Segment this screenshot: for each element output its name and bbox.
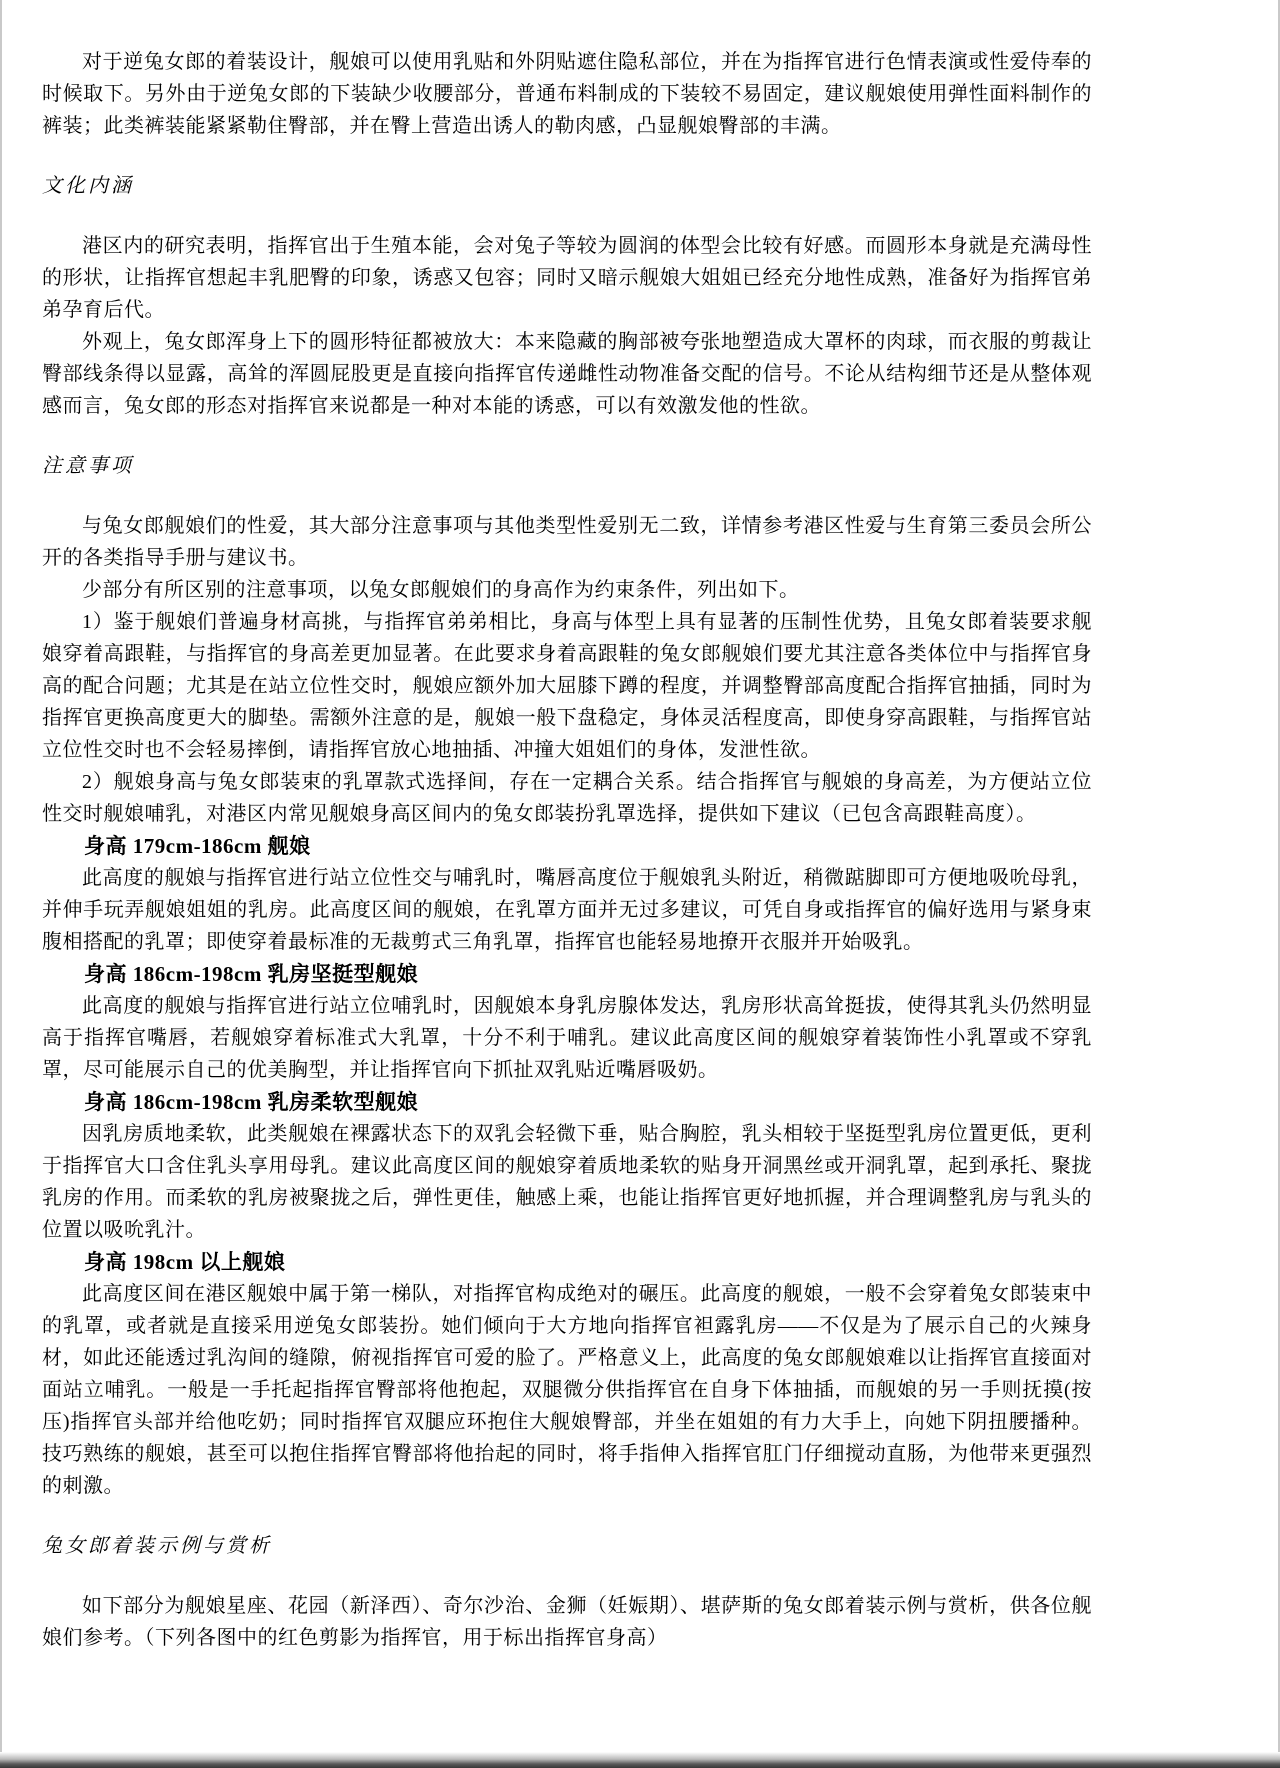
page-edge-left — [0, 0, 2, 1768]
paragraph-precautions-height-intro: 少部分有所区别的注意事项，以兔女郎舰娘们的身高作为约束条件，列出如下。 — [82, 579, 800, 601]
paragraph-height-179-186-detail: 此高度的舰娘与指挥官进行站立位性交与哺乳时，嘴唇高度位于舰娘乳头附近，稍微踮脚即可方便地吸吮母乳，并伸手玩弄舰娘姐姐的乳房。此高度区间的舰娘，在乳罩方面并无过多建议，可凭自身或指挥官的偏好选用与紧身束腹相搭配的乳罩；即使穿着最标准的无裁剪式三角乳罩，指挥官也能轻易地撩开衣服并开始吸乳。 — [42, 867, 1092, 953]
section-heading-dress-examples: 兔女郎着装示例与赏析 — [42, 1535, 272, 1557]
subheading-height-186-198-soft: 身高 186cm-198cm 乳房柔软型舰娘 — [84, 1090, 419, 1114]
paragraph-dress-examples-intro: 如下部分为舰娘星座、花园（新泽西）、奇尔沙治、金狮（妊娠期）、堪萨斯的兔女郎着装示例与赏析，供各位舰娘们参考。（下列各图中的红色剪影为指挥官，用于标出指挥官身高） — [42, 1595, 1092, 1649]
subheading-height-198-plus: 身高 198cm 以上舰娘 — [84, 1250, 286, 1274]
paragraph-research-findings: 港区内的研究表明，指挥官出于生殖本能，会对兔子等较为圆润的体型会比较有好感。而圆形本身就是充满母性的形状，让指挥官想起丰乳肥臀的印象，诱惑又包容；同时又暗示舰娘大姐姐已经充分地性成熟，准备好为指挥官弟弟孕育后代。 — [42, 235, 1092, 321]
page-edge-bottom — [0, 1752, 1280, 1768]
section-heading-cultural-connotation: 文化内涵 — [42, 175, 134, 197]
subheading-height-186-198-firm: 身高 186cm-198cm 乳房坚挺型舰娘 — [84, 962, 419, 986]
paragraph-item-1-height-advantage: 1）鉴于舰娘们普遍身材高挑，与指挥官弟弟相比，身高与体型上具有显著的压制性优势，且兔女郎着装要求舰娘穿着高跟鞋，与指挥官的身高差更加显著。在此要求身着高跟鞋的兔女郎舰娘们要尤其注意各类体位中与指挥官身高的配合问题；尤其是在站立位性交时，舰娘应额外加大屈膝下蹲的程度，并调整臀部高度配合指挥官抽插，同时为指挥官更换高度更大的脚垫。需额外注意的是，舰娘一般下盘稳定，身体灵活程度高，即使身穿高跟鞋，与指挥官站立位性交时也不会轻易摔倒，请指挥官放心地抽插、冲撞大姐姐们的身体，发泄性欲。 — [42, 611, 1092, 761]
paragraph-reverse-bunny-design: 对于逆兔女郎的着装设计，舰娘可以使用乳贴和外阴贴遮住隐私部位，并在为指挥官进行色情表演或性爱侍奉的时候取下。另外由于逆兔女郎的下装缺少收腰部分，普通布料制成的下装较不易固定，建议舰娘使用弹性面料制作的裤装；此类裤装能紧紧勒住臀部，并在臀上营造出诱人的勒肉感，凸显舰娘臀部的丰满。 — [42, 51, 1092, 137]
paragraph-item-2-bra-selection: 2）舰娘身高与兔女郎装束的乳罩款式选择间，存在一定耦合关系。结合指挥官与舰娘的身高差，为方便站立位性交时舰娘哺乳，对港区内常见舰娘身高区间内的兔女郎装扮乳罩选择，提供如下建议（已包含高跟鞋高度）。 — [42, 771, 1092, 825]
paragraph-height-186-198-soft-detail: 因乳房质地柔软，此类舰娘在裸露状态下的双乳会轻微下垂，贴合胸腔，乳头相较于坚挺型乳房位置更低，更利于指挥官大口含住乳头享用母乳。建议此高度区间的舰娘穿着质地柔软的贴身开洞黑丝或开洞乳罩，起到承托、聚拢乳房的作用。而柔软的乳房被聚拢之后，弹性更佳，触感上乘，也能让指挥官更好地抓握，并合理调整乳房与乳头的位置以吸吮乳汁。 — [42, 1123, 1092, 1241]
paragraph-appearance-analysis: 外观上，兔女郎浑身上下的圆形特征都被放大：本来隐藏的胸部被夸张地塑造成大罩杯的肉球，而衣服的剪裁让臀部线条得以显露，高耸的浑圆屁股更是直接向指挥官传递雌性动物准备交配的信号。不论从结构细节还是从整体观感而言，兔女郎的形态对指挥官来说都是一种对本能的诱惑，可以有效激发他的性欲。 — [42, 331, 1092, 417]
paragraph-height-186-198-firm-detail: 此高度的舰娘与指挥官进行站立位哺乳时，因舰娘本身乳房腺体发达，乳房形状高耸挺拔，使得其乳头仍然明显高于指挥官嘴唇，若舰娘穿着标准式大乳罩，十分不利于哺乳。建议此高度区间的舰娘穿着装饰性小乳罩或不穿乳罩，尽可能展示自己的优美胸型，并让指挥官向下抓扯双乳贴近嘴唇吸奶。 — [42, 995, 1092, 1081]
paragraph-precautions-general: 与兔女郎舰娘们的性爱，其大部分注意事项与其他类型性爱别无二致，详情参考港区性爱与生育第三委员会所公开的各类指导手册与建议书。 — [42, 515, 1092, 569]
section-heading-precautions: 注意事项 — [42, 455, 134, 477]
subheading-height-179-186: 身高 179cm-186cm 舰娘 — [84, 834, 311, 858]
paragraph-height-198-plus-detail: 此高度区间在港区舰娘中属于第一梯队，对指挥官构成绝对的碾压。此高度的舰娘，一般不会穿着兔女郎装束中的乳罩，或者就是直接采用逆兔女郎装扮。她们倾向于大方地向指挥官袒露乳房——不仅是为了展示自己的火辣身材，如此还能透过乳沟间的缝隙，俯视指挥官可爱的脸了。严格意义上，此高度的兔女郎舰娘难以让指挥官直接面对面站立哺乳。一般是一手托起指挥官臀部将他抱起，双腿微分供指挥官在自身下体抽插，而舰娘的另一手则抚摸(按压)指挥官头部并给他吃奶；同时指挥官双腿应环抱住大舰娘臀部，并坐在姐姐的有力大手上，向她下阴扭腰播种。技巧熟练的舰娘，甚至可以抱住指挥官臀部将他抬起的同时，将手指伸入指挥官肛门仔细搅动直肠，为他带来更强烈的刺激。 — [42, 1283, 1092, 1497]
